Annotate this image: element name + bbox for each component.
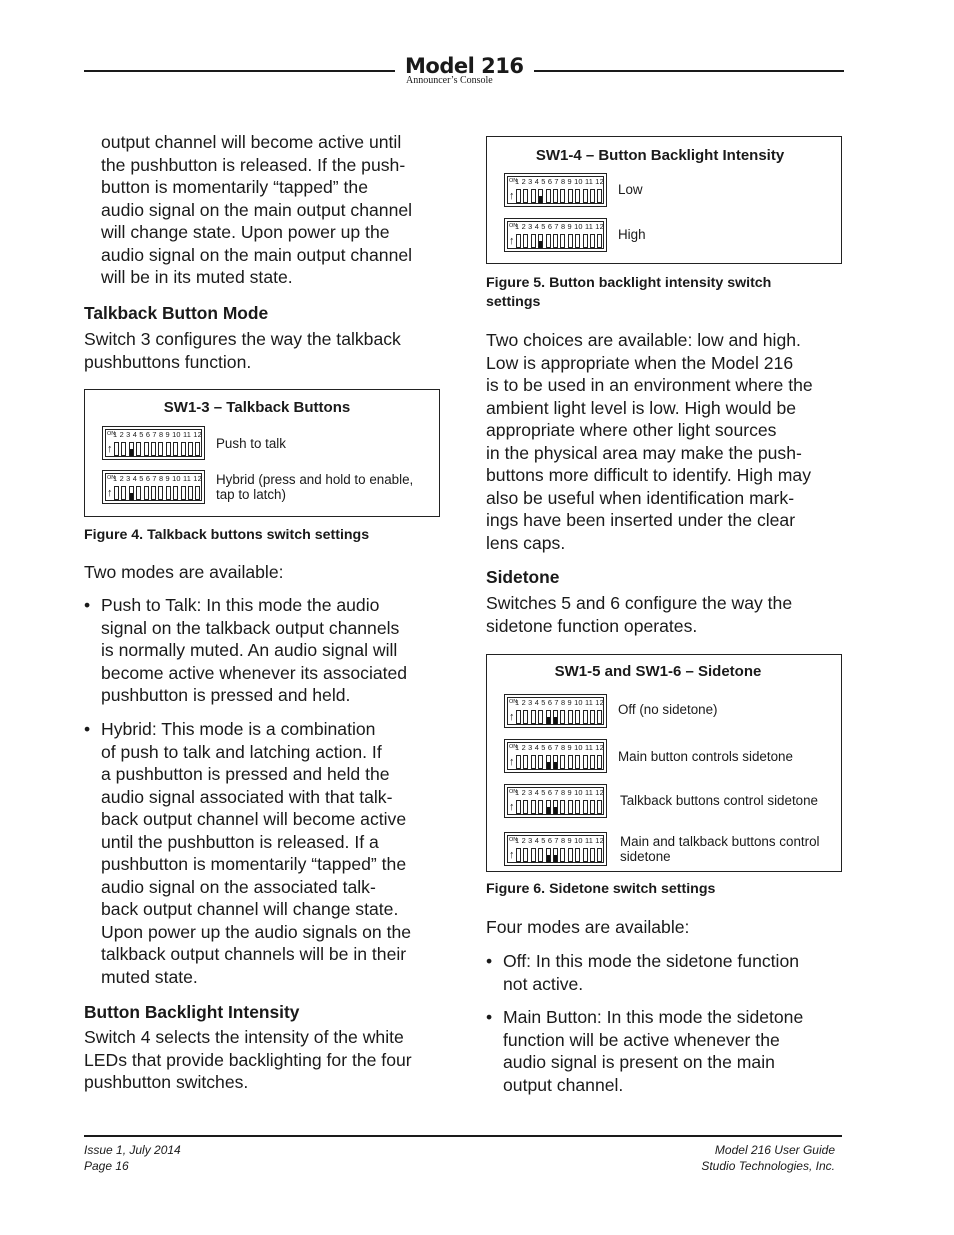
arrow-up-icon: ↑ [509,801,515,813]
dip-switch-4 [538,189,543,203]
dip-switch-knob [122,487,125,494]
dip-switch-knob [115,443,118,450]
dip-on-label: ON [509,223,518,229]
dip-switch-5 [546,710,551,724]
figure-6-row-off [504,694,834,730]
dip-switch-knob [539,241,542,248]
switch-label: Main and talkback buttons control sidetone [620,834,820,864]
dip-switch-5 [546,234,551,248]
figure-5-title: SW1-4 – Button Backlight Intensity [535,147,785,164]
switch-label: Talkback buttons control sidetone [620,793,819,808]
dip-switch-4 [538,234,543,248]
dip-switch-numbers: 1 2 3 4 5 6 7 8 9 10 11 12 [515,177,604,186]
dip-switch-knob [569,801,572,808]
dip-switch [504,218,607,252]
dip-switch-numbers: 1 2 3 4 5 6 7 8 9 10 11 12 [515,698,604,707]
dip-switch-numbers: 1 2 3 4 5 6 7 8 9 10 11 12 [515,222,604,231]
dip-switch-1 [516,710,521,724]
dip-switch-11 [188,486,193,500]
header-title: Model 216 [405,54,524,78]
dip-switch-knob [517,711,520,718]
dip-switch-knob [584,235,587,242]
dip-switch-2 [523,848,528,862]
dip-switch-8 [568,189,573,203]
figure-6-row-main-button [504,739,834,775]
dip-switch-10 [583,189,588,203]
dip-switch-knob [598,235,601,242]
dip-switch-knob [189,443,192,450]
dip-switch-11 [590,710,595,724]
dip-switch-2 [523,189,528,203]
dip-switch-4 [538,848,543,862]
sidetone-paragraph: Switches 5 and 6 configure the way the sidetone function operates. [486,593,793,636]
dip-switch-2 [523,755,528,769]
footer-right: Model 216 User Guide Studio Technologies, Inc. [701,1143,835,1173]
dip-switch-knob [152,487,155,494]
dip-switch-7 [560,710,565,724]
dip-switch-numbers: 1 2 3 4 5 6 7 8 9 10 11 12 [515,743,604,752]
dip-switch-knob [532,711,535,718]
arrow-up-icon: ↑ [107,443,113,455]
dip-switch-body [507,787,604,815]
dip-switch-5 [144,442,149,456]
dip-switch [504,694,607,728]
dip-switch-knob [576,190,579,197]
dip-switch-knob [122,443,125,450]
dip-switch-knob [532,235,535,242]
dip-switch-knob [182,443,185,450]
header-subtitle: Announcer’s Console [406,75,493,86]
dip-switch-knob [517,801,520,808]
dip-switch-8 [568,848,573,862]
header-rule-left [84,70,395,72]
dip-switch-numbers: 1 2 3 4 5 6 7 8 9 10 11 12 [515,836,604,845]
dip-switch-9 [575,710,580,724]
figure-6-row-main-and-talkback [504,832,834,868]
dip-switch-9 [575,755,580,769]
dip-switch-knob [167,443,170,450]
figure-4-title: SW1-3 – Talkback Buttons [163,399,351,416]
dip-switch-10 [181,486,186,500]
dip-switch-7 [158,486,163,500]
dip-switch-2 [523,234,528,248]
dip-switch-knob [591,190,594,197]
dip-switch-knob [591,235,594,242]
dip-switch-knob [524,756,527,763]
dip-switch-body [105,473,202,501]
dip-switch-3 [531,710,536,724]
bullet-main-button: • Main Button: In this mode the sidetone function will be active whenever the audio signal is present on the main output channel. [486,1007,804,1095]
dip-switch-6 [553,848,558,862]
dip-switch-knob [554,190,557,197]
dip-switch-knob [584,190,587,197]
dip-switch-knob [182,487,185,494]
bullet-dot: • [486,951,493,971]
dip-switch-knob [598,849,601,856]
switch-label: Push to talk [216,436,286,451]
dip-switch-knob [524,190,527,197]
switch-label: Off (no sidetone) [618,702,718,717]
dip-switch-knob [591,849,594,856]
dip-switch-knob [561,235,564,242]
dip-switch-12 [597,755,602,769]
dip-switch-knob [159,443,162,450]
dip-switch-knob [576,849,579,856]
dip-switch-12 [597,710,602,724]
dip-switch-11 [590,755,595,769]
dip-on-label: ON [509,178,518,184]
dip-switch-8 [166,442,171,456]
dip-switch-8 [568,800,573,814]
dip-switch-knob [554,807,557,814]
figure-5-box [486,136,842,264]
sidetone-heading: Sidetone [486,567,560,587]
dip-switch-knob [196,443,199,450]
dip-switch-11 [590,234,595,248]
dip-switch-knob [532,756,535,763]
dip-switch-knob [591,756,594,763]
bullet-off: • Off: In this mode the sidetone function not active. [486,951,800,994]
dip-switch-3 [531,234,536,248]
dip-switch-knob [532,801,535,808]
dip-switch-8 [568,710,573,724]
dip-switch-10 [583,710,588,724]
switch-label: Hybrid (press and hold to enable, tap to latch) [216,472,414,502]
arrow-up-icon: ↑ [509,235,515,247]
bullet-dot: • [84,719,91,739]
dip-switch-6 [553,710,558,724]
dip-switch-1 [516,755,521,769]
dip-switch-knob [569,849,572,856]
footer-rule [84,1135,842,1137]
dip-switch-11 [188,442,193,456]
dip-switch-knob [517,235,520,242]
dip-switch-knob [561,756,564,763]
bullet-push-to-talk: • Push to Talk: In this mode the audio signal on the talkback output channels is normally muted. An audio signal will become active whenever its associated pushbutton is pressed and held. [84,595,408,705]
dip-switch-knob [115,487,118,494]
dip-switch-3 [531,755,536,769]
dip-switch-9 [575,234,580,248]
dip-switch-knob [137,487,140,494]
dip-switch-knob [174,487,177,494]
figure-5-caption: Figure 5. Button backlight intensity switch settings [486,275,772,310]
dip-switch-7 [560,800,565,814]
dip-switch-12 [195,442,200,456]
figure-4-caption: Figure 4. Talkback buttons switch settings [84,527,370,543]
dip-switch-1 [114,442,119,456]
dip-switch-10 [583,800,588,814]
dip-switch-4 [136,442,141,456]
switch-label: Main button controls sidetone [618,749,793,764]
dip-switch-7 [560,189,565,203]
footer-left: Issue 1, July 2014 Page 16 [84,1143,181,1173]
dip-switch-5 [546,189,551,203]
dip-switch-10 [583,234,588,248]
arrow-up-icon: ↑ [107,487,113,499]
arrow-up-icon: ↑ [509,756,515,768]
dip-switch-body [507,835,604,863]
dip-switch-knob [145,443,148,450]
dip-switch-knob [584,849,587,856]
dip-switch-knob [159,487,162,494]
dip-on-label: ON [509,789,518,795]
dip-switch-knob [137,443,140,450]
dip-on-label: ON [509,699,518,705]
dip-switch-knob [547,190,550,197]
dip-switch-5 [546,848,551,862]
dip-switch-knob [196,487,199,494]
dip-on-label: ON [509,744,518,750]
switch-label: High [618,227,646,242]
dip-switch-9 [575,848,580,862]
figure-4-row-hybrid [102,470,432,506]
dip-on-label: ON [107,431,116,437]
dip-switch-11 [590,189,595,203]
dip-switch-7 [560,848,565,862]
dip-switch-knob [554,235,557,242]
figure-6-box [486,654,842,872]
dip-switch-5 [546,755,551,769]
dip-switch-knob [539,801,542,808]
dip-switch-knob [576,801,579,808]
dip-switch-9 [575,800,580,814]
dip-switch-knob [539,711,542,718]
dip-switch-knob [517,756,520,763]
dip-switch-7 [560,234,565,248]
dip-switch-4 [538,755,543,769]
dip-switch-knob [598,711,601,718]
dip-switch-12 [597,189,602,203]
dip-switch-7 [560,755,565,769]
dip-switch-knob [539,849,542,856]
dip-switch-6 [553,800,558,814]
dip-switch-1 [516,800,521,814]
dip-switch-body [507,697,604,725]
dip-switch-5 [144,486,149,500]
arrow-up-icon: ↑ [509,190,515,202]
header-rule-right [534,70,844,72]
talkback-heading: Talkback Button Mode [84,303,269,323]
dip-switch-knob [524,849,527,856]
dip-switch-5 [546,800,551,814]
dip-switch-4 [538,800,543,814]
backlight-paragraph: Switch 4 selects the intensity of the white LEDs that provide backlighting for the four pushbutton switches. [84,1027,412,1092]
dip-switch-knob [547,762,550,769]
dip-switch-6 [553,234,558,248]
dip-switch-knob [524,235,527,242]
dip-switch-knob [569,756,572,763]
dip-switch-knob [547,855,550,862]
dip-switch-numbers: 1 2 3 4 5 6 7 8 9 10 11 12 [113,430,202,439]
dip-switch-10 [583,755,588,769]
dip-switch-2 [523,710,528,724]
dip-switch-2 [121,442,126,456]
dip-switch-knob [576,711,579,718]
figure-6-row-talkback [504,784,834,820]
figure-4-row-push-to-talk [102,426,432,462]
dip-switch [504,173,607,207]
dip-on-label: ON [107,475,116,481]
bullet-hybrid: • Hybrid: This mode is a combination of push to talk and latching action. If a pushbutton is pressed and held the audio signal associated with that talk- back output channel will become active until the pushbutton is released. If a pushbutton is momentarily “tapped” the audio signal on the associated talk- back output channel will change state. Upon power up the audio signals on the talkback output channels will be in their muted state. [84,719,412,987]
dip-switch-knob [539,756,542,763]
figure-6-caption: Figure 6. Sidetone switch settings [486,881,716,897]
dip-switch-numbers: 1 2 3 4 5 6 7 8 9 10 11 12 [515,788,604,797]
dip-switch-knob [569,711,572,718]
switch-label: Low [618,182,643,197]
dip-switch-2 [121,486,126,500]
dip-switch-3 [129,442,134,456]
choices-paragraph: Two choices are available: low and high. Low is appropriate when the Model 216 is to be used in an environment where the ambient light level is low. High would be appropriate where other light sources in the physical area may make the push- buttons more difficult to identify. High may also be useful when identification mark- ings have been inserted under the clear lens caps. [486,330,813,553]
dip-switch-11 [590,800,595,814]
dip-switch-knob [591,801,594,808]
dip-switch-knob [598,801,601,808]
dip-switch-knob [517,849,520,856]
dip-switch-knob [576,235,579,242]
arrow-up-icon: ↑ [509,849,515,861]
figure-5-row-high [504,218,834,254]
dip-switch-knob [584,756,587,763]
dip-switch-knob [532,190,535,197]
dip-switch-6 [553,755,558,769]
dip-switch-9 [575,189,580,203]
dip-switch-body [105,429,202,457]
arrow-up-icon: ↑ [509,711,515,723]
dip-switch-4 [136,486,141,500]
dip-switch-knob [598,756,601,763]
dip-switch [504,784,607,818]
dip-switch-knob [174,443,177,450]
dip-switch-12 [597,848,602,862]
dip-switch-8 [166,486,171,500]
dip-switch-11 [590,848,595,862]
backlight-heading: Button Backlight Intensity [84,1002,300,1022]
dip-switch [504,739,607,773]
dip-switch-3 [531,800,536,814]
dip-switch-10 [181,442,186,456]
dip-switch-12 [195,486,200,500]
dip-switch-knob [561,801,564,808]
dip-switch-body [507,176,604,204]
dip-switch-knob [561,190,564,197]
bullet-dot: • [84,595,91,615]
dip-switch-knob [524,711,527,718]
dip-switch-knob [569,235,572,242]
dip-switch-knob [561,849,564,856]
dip-switch-knob [598,190,601,197]
dip-switch-9 [173,486,178,500]
dip-switch-knob [584,711,587,718]
dip-switch-8 [568,234,573,248]
dip-on-label: ON [509,837,518,843]
dip-switch-knob [145,487,148,494]
dip-switch-9 [173,442,178,456]
dip-switch-6 [553,189,558,203]
dip-switch-6 [151,442,156,456]
modes-intro-left: Two modes are available: [84,562,284,582]
figure-4-box [84,389,440,517]
dip-switch-body [507,221,604,249]
dip-switch-knob [524,801,527,808]
dip-switch [102,470,205,504]
dip-switch-8 [568,755,573,769]
dip-switch-3 [129,486,134,500]
figure-5-row-low [504,173,834,209]
dip-switch-knob [561,711,564,718]
dip-switch-knob [547,717,550,724]
dip-switch [504,832,607,866]
dip-switch-knob [167,487,170,494]
dip-switch-knob [554,855,557,862]
dip-switch [102,426,205,460]
dip-switch-knob [130,493,133,500]
intro-paragraph: output channel will become active until the pushbutton is released. If the push- button is momentarily “tapped” the audio signal on the main output channel will change state. Upon power up the audio signal on the main output channel will be in its muted state. [101,132,413,287]
dip-switch-knob [539,196,542,203]
dip-switch-1 [516,848,521,862]
dip-switch-7 [158,442,163,456]
dip-switch-knob [576,756,579,763]
dip-switch-3 [531,189,536,203]
dip-switch-4 [538,710,543,724]
dip-switch-knob [532,849,535,856]
dip-switch-numbers: 1 2 3 4 5 6 7 8 9 10 11 12 [113,474,202,483]
dip-switch-knob [591,711,594,718]
dip-switch-12 [597,800,602,814]
modes-intro-right: Four modes are available: [486,917,690,937]
dip-switch-knob [547,235,550,242]
dip-switch-6 [151,486,156,500]
talkback-paragraph: Switch 3 configures the way the talkback pushbuttons function. [84,329,401,372]
dip-switch-knob [554,762,557,769]
bullet-dot: • [486,1007,493,1027]
dip-switch-knob [189,487,192,494]
dip-switch-1 [516,234,521,248]
dip-switch-body [507,742,604,770]
dip-switch-knob [152,443,155,450]
dip-switch-knob [547,807,550,814]
dip-switch-knob [517,190,520,197]
dip-switch-knob [130,449,133,456]
dip-switch-knob [569,190,572,197]
figure-6-title: SW1-5 and SW1-6 – Sidetone [554,663,762,680]
dip-switch-1 [516,189,521,203]
dip-switch-2 [523,800,528,814]
dip-switch-knob [554,717,557,724]
dip-switch-3 [531,848,536,862]
dip-switch-12 [597,234,602,248]
dip-switch-10 [583,848,588,862]
dip-switch-knob [584,801,587,808]
dip-switch-1 [114,486,119,500]
